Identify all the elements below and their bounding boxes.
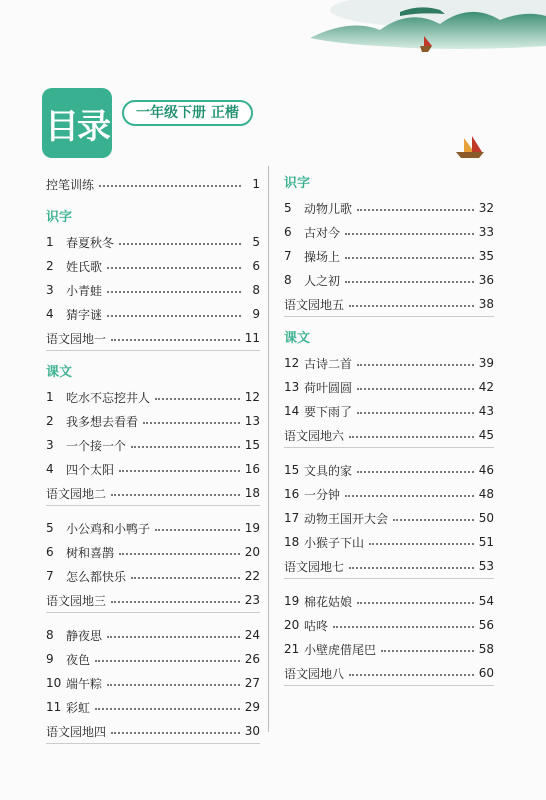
entry-page-number: 53 [478,559,494,573]
toc-entry [284,244,494,268]
entry-number: 5 [284,201,292,215]
entry-number: 14 [284,404,300,418]
entry-title: 静夜思 [66,628,103,643]
dot-leader [107,636,240,638]
entry-page-number: 58 [478,642,494,656]
entry-title: 人之初 [304,273,341,288]
toc-entry-unit [46,588,260,613]
entry-title: 小壁虎借尾巴 [304,642,377,657]
entry-title: 小猴子下山 [304,535,365,550]
toc-entry [284,530,494,554]
toc-entry [46,671,260,695]
entry-page-number: 39 [478,356,494,370]
dot-leader [107,684,240,686]
dot-leader [99,185,241,187]
entry-title: 吃水不忘挖井人 [66,390,151,405]
entry-page-number: 15 [244,438,260,452]
dot-leader [369,543,474,545]
toc-entry [284,268,494,292]
entry-number: 21 [284,642,300,656]
entry-title: 操场上 [304,249,341,264]
entry-number: 3 [46,438,54,452]
spacer [46,351,260,361]
entry-page-number: 42 [478,380,494,394]
entry-title: 四个太阳 [66,462,115,477]
dot-leader [107,267,241,269]
entry-page-number: 20 [244,545,260,559]
toc-entry-unit [284,661,494,686]
entry-number: 7 [284,249,292,263]
toc-entry [284,458,494,482]
dot-leader [349,305,474,307]
spacer [46,744,260,754]
entry-page-number: 1 [252,177,260,191]
entry-page-number: 23 [244,593,260,607]
toc-right-column [284,172,494,696]
entry-page-number: 56 [478,618,494,632]
entry-page-number: 12 [244,390,260,404]
dot-leader [111,339,240,341]
entry-page-number: 54 [478,594,494,608]
toc-entry [46,278,260,302]
toc-entry [46,254,260,278]
entry-title: 小青蛙 [66,283,103,298]
section-heading: 课文 [46,365,73,380]
toc-entry [284,196,494,220]
entry-number: 7 [46,569,54,583]
entry-title: 语文园地五 [284,297,345,312]
entry-page-number: 45 [478,428,494,442]
toc-entry [46,409,260,433]
toc-entry-unit [284,423,494,448]
toc-entry [46,695,260,719]
entry-number: 9 [46,652,54,666]
spacer [284,448,494,458]
entry-number: 8 [284,273,292,287]
dot-leader [119,470,240,472]
spacer [284,579,494,589]
toc-entry [46,230,260,254]
entry-number: 12 [284,356,300,370]
entry-title: 语文园地四 [46,724,107,739]
dot-leader [357,412,474,414]
entry-page-number: 6 [252,259,260,273]
toc-entry [284,482,494,506]
entry-page-number: 29 [244,700,260,714]
toc-entry [46,623,260,647]
entry-title: 咕咚 [304,618,329,633]
entry-number: 19 [284,594,300,608]
logo-text: 目录 [45,106,109,147]
entry-title: 古诗二首 [304,356,353,371]
entry-page-number: 19 [244,521,260,535]
section-heading: 识字 [46,210,73,225]
entry-page-number: 16 [244,462,260,476]
section-heading: 课文 [284,331,311,346]
entry-title: 要下雨了 [304,404,353,419]
entry-page-number: 36 [478,273,494,287]
entry-title: 语文园地二 [46,486,107,501]
dot-leader [111,494,240,496]
entry-title: 语文园地七 [284,559,345,574]
entry-title: 语文园地六 [284,428,345,443]
entry-number: 2 [46,259,54,273]
entry-number: 4 [46,307,54,321]
toc-entry [46,540,260,564]
dot-leader [131,577,240,579]
entry-number: 8 [46,628,54,642]
entry-page-number: 50 [478,511,494,525]
entry-title: 荷叶圆圆 [304,380,353,395]
entry-number: 4 [46,462,54,476]
dot-leader [155,398,240,400]
dot-leader [357,471,474,473]
toc-entry [284,613,494,637]
entry-page-number: 35 [478,249,494,263]
entry-page-number: 18 [244,486,260,500]
toc-entry-unit [46,172,260,196]
toc-left-column [46,172,260,754]
entry-title: 控笔训练 [46,177,95,192]
entry-number: 3 [46,283,54,297]
entry-title: 动物王国开大会 [304,511,389,526]
dot-leader [357,209,474,211]
entry-number: 18 [284,535,300,549]
entry-number: 15 [284,463,300,477]
entry-page-number: 46 [478,463,494,477]
entry-title: 姓氏歌 [66,259,103,274]
spacer [46,506,260,516]
entry-page-number: 60 [478,666,494,680]
toc-entry [284,220,494,244]
toc-entry-unit [46,481,260,506]
dot-leader [143,422,240,424]
dot-leader [345,233,474,235]
entry-title: 小公鸡和小鸭子 [66,521,151,536]
sailboat-icon [452,134,488,160]
toc-entry-unit [46,326,260,351]
entry-page-number: 9 [252,307,260,321]
entry-title: 我多想去看看 [66,414,139,429]
entry-page-number: 43 [478,404,494,418]
toc-entry [284,589,494,613]
spacer [46,196,260,206]
dot-leader [357,602,474,604]
dot-leader [131,446,240,448]
toc-entry [46,457,260,481]
dot-leader [107,315,241,317]
dot-leader [345,257,474,259]
dot-leader [381,650,474,652]
dot-leader [357,364,474,366]
dot-leader [349,674,474,676]
entry-number: 13 [284,380,300,394]
toc-entry-unit [46,719,260,744]
toc-entry [284,637,494,661]
toc-logo [42,88,112,158]
dot-leader [345,495,474,497]
toc-entry [46,433,260,457]
toc-entry [284,375,494,399]
entry-page-number: 13 [244,414,260,428]
toc-entry [46,516,260,540]
entry-title: 端午粽 [66,676,103,691]
entry-page-number: 26 [244,652,260,666]
column-divider [268,166,269,732]
entry-title: 棉花姑娘 [304,594,353,609]
dot-leader [155,529,240,531]
toc-entry [284,506,494,530]
entry-page-number: 27 [244,676,260,690]
entry-number: 17 [284,511,300,525]
dot-leader [119,553,240,555]
entry-title: 彩虹 [66,700,91,715]
dot-leader [357,388,474,390]
entry-page-number: 33 [478,225,494,239]
spacer [284,686,494,696]
entry-page-number: 38 [478,297,494,311]
entry-title: 夜色 [66,652,91,667]
entry-title: 语文园地一 [46,331,107,346]
dot-leader [95,708,240,710]
entry-number: 20 [284,618,300,632]
toc-entry [284,351,494,375]
entry-title: 语文园地三 [46,593,107,608]
entry-number: 1 [46,390,54,404]
dot-leader [111,732,240,734]
section-heading: 识字 [284,176,311,191]
entry-title: 文具的家 [304,463,353,478]
entry-title: 古对今 [304,225,341,240]
entry-number: 16 [284,487,300,501]
dot-leader [107,291,241,293]
entry-page-number: 5 [252,235,260,249]
entry-number: 10 [46,676,62,690]
entry-title: 动物儿歌 [304,201,353,216]
dot-leader [393,519,474,521]
toc-entry [46,564,260,588]
entry-title: 树和喜鹊 [66,545,115,560]
dot-leader [333,626,474,628]
entry-page-number: 11 [244,331,260,345]
entry-number: 11 [46,700,62,714]
entry-page-number: 48 [478,487,494,501]
entry-page-number: 30 [244,724,260,738]
dot-leader [119,243,241,245]
entry-page-number: 8 [252,283,260,297]
entry-title: 猜字谜 [66,307,103,322]
toc-entry [46,385,260,409]
toc-entry [46,302,260,326]
entry-title: 语文园地八 [284,666,345,681]
toc-entry-unit [284,292,494,317]
spacer [46,613,260,623]
entry-title: 一个接一个 [66,438,127,453]
grade-badge: 一年级下册 正楷 [122,100,253,126]
entry-title: 怎么都快乐 [66,569,127,584]
dot-leader [349,567,474,569]
entry-number: 6 [284,225,292,239]
entry-page-number: 22 [244,569,260,583]
landscape-illustration [0,0,546,70]
toc-entry [284,399,494,423]
entry-page-number: 24 [244,628,260,642]
entry-number: 6 [46,545,54,559]
dot-leader [349,436,474,438]
toc-entry-unit [284,554,494,579]
entry-title: 春夏秋冬 [66,235,115,250]
entry-page-number: 32 [478,201,494,215]
entry-number: 1 [46,235,54,249]
dot-leader [345,281,474,283]
entry-title: 一分钟 [304,487,341,502]
entry-number: 2 [46,414,54,428]
spacer [284,317,494,327]
dot-leader [111,601,240,603]
dot-leader [95,660,240,662]
entry-page-number: 51 [478,535,494,549]
entry-number: 5 [46,521,54,535]
toc-entry [46,647,260,671]
